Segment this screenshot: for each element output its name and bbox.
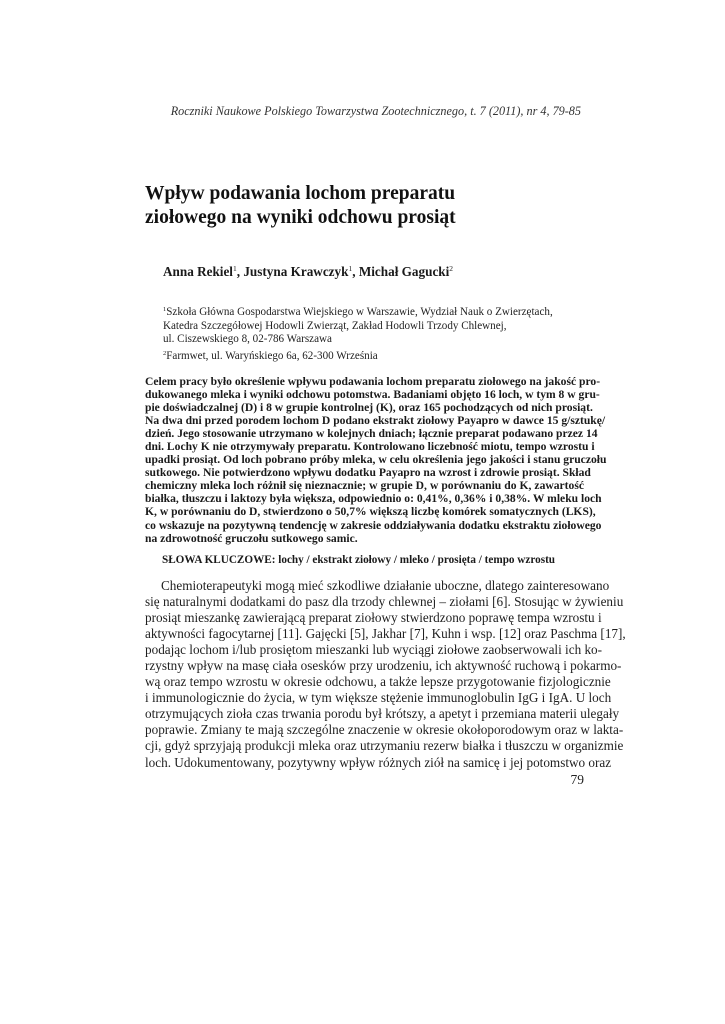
title-line: Wpływ podawania lochom preparatu [145, 183, 456, 204]
body-line: aktywności fagocytarnej [11]. Gajęcki [5], Jakhar [7], Kuhn i wsp. [12] oraz Paschma [17], [145, 626, 626, 642]
abstract-line: co wskazuje na pozytywną tendencję w zakresie oddziaływania dodatku ekstraktu ziołowego [145, 518, 602, 532]
author-name: Justyna Krawczyk [243, 264, 349, 279]
body-text [145, 578, 626, 771]
journal-header: Roczniki Naukowe Polskiego Towarzystwa Zootechnicznego, t. 7 (2011), nr 4, 79-85 [170, 104, 581, 118]
body-line: Chemioterapeutyki mogą mieć szkodliwe działanie uboczne, dlatego zainteresowano [161, 578, 610, 593]
affiliation-text: Farmwet, ul. Waryńskiego 6a, 62-300 Września [166, 349, 378, 362]
abstract-line: dukowanego mleka i wyniki odchowu potomstwa. Badaniami objęto 16 loch, w tym 8 w gru- [145, 388, 600, 402]
body-line: i immunologicznie do życia, w tym większe stężenie immunoglobulin IgG i IgA. U loch [145, 690, 612, 706]
affiliation-line [163, 320, 583, 334]
body-line: otrzymujących zioła czas trwania porodu był krótszy, a apetyt i przemiana materii ulegały [145, 706, 620, 722]
affiliation-text: ul. Ciszewskiego 8, 02-786 Warszawa [163, 333, 332, 345]
keywords: SŁOWA KLUCZOWE: lochy / ekstrakt ziołowy / mleko / prosięta / tempo wzrostu [162, 554, 556, 566]
abstract-line: sutkowego. Nie potwierdzono wpływu dodatku Payapro na wzrost i zdrowie prosiąt. Skład [145, 466, 591, 480]
body-line: podając lochom i/lub prosiętom mieszanki lub wyciągi ziołowe zaobserwowali ich ko- [145, 642, 603, 658]
author-list [163, 264, 583, 280]
abstract [145, 375, 607, 545]
body-line: rzystny wpływ na masę ciała osesków przy urodzeniu, ich aktywność ruchową i pokarmo- [145, 658, 622, 674]
abstract-line: upadki prosiąt. Od loch pobrano próby mleka, w celu określenia jego jakości i stanu gruczołu [145, 453, 607, 467]
affiliation-text: Szkoła Główna Gospodarstwa Wiejskiego w Warszawie, Wydział Nauk o Zwierzętach, [166, 306, 553, 318]
abstract-line: pie doświadczalnej (D) i 8 w grupie kontrolnej (K), oraz 165 pochodzących od nich prosiąt. [145, 401, 593, 415]
abstract-line: K, w porównaniu do D, stwierdzono o 50,7% większą liczbę komórek somatycznych (LKS), [145, 505, 596, 519]
affiliation-text: Katedra Szczegółowej Hodowli Zwierząt, Zakład Hodowli Trzody Chlewnej, [163, 319, 507, 332]
body-line: się naturalnymi dodatkami do pasz dla trzody chlewnej – ziołami [6]. Stosując w żywieniu [145, 594, 624, 610]
affiliations [163, 303, 583, 363]
author-name: Anna Rekiel [163, 264, 233, 279]
body-line: cji, gdyż sprzyjają produkcji mleka oraz utrzymaniu rezerw białka i tłuszczu w organizmie [145, 738, 624, 754]
author-separator: , [352, 264, 359, 279]
abstract-line: dni. Lochy K nie otrzymywały preparatu. Kontrolowano liczebność miotu, tempo wzrostu i [145, 440, 595, 454]
body-line: poprawie. Zmiany te mają szczególne znaczenie w okresie okołoporodowym oraz w lakta- [145, 722, 624, 738]
page-number: 79 [570, 772, 584, 787]
author-affiliation-mark: 1 [348, 264, 353, 273]
body-line: prosiąt mieszankę zawierającą preparat ziołowy stwierdzono poprawę tempa wzrostu i [145, 610, 602, 626]
body-line: wą oraz tempo wzrostu w okresie odchowu, a także lepsze przygotowanie fizjologicznie [145, 674, 611, 690]
abstract-line: Celem pracy było określenie wpływu podawania lochom preparatu ziołowego na jakość pro- [145, 375, 601, 388]
affiliation-line [163, 347, 583, 364]
author-affiliation-mark: 1 [232, 264, 237, 273]
affiliation-mark: 1 [163, 306, 167, 313]
abstract-line: dzień. Jego stosowanie utrzymano w kolejnych dniach; łącznie preparat podawano przez 14 [145, 427, 598, 441]
title-line: ziołowego na wyniki odchowu prosiąt [145, 207, 456, 228]
affiliation-line [163, 333, 583, 347]
abstract-line: białka, tłuszczu i laktozy była większa, odpowiednio o: 0,41%, 0,36% i 0,38%. W mleku loch [145, 492, 602, 506]
abstract-line: Na dwa dni przed porodem lochom D podano ekstrakt ziołowy Payapro w dawce 15 g/sztukę/ [145, 414, 606, 428]
author-affiliation-mark: 2 [449, 264, 454, 273]
author-name: Michał Gagucki [358, 264, 450, 279]
body-line: loch. Udokumentowany, pozytywny wpływ różnych ziół na samicę i jej potomstwo oraz [145, 754, 612, 770]
abstract-line: na zdrowotność gruczołu sutkowego samic. [145, 531, 358, 545]
article-title [145, 182, 585, 230]
author-separator: , [236, 264, 244, 279]
affiliation-line [163, 303, 583, 320]
affiliation-mark: 2 [163, 349, 167, 357]
abstract-line: chemiczny mleka loch różnił się nieznacznie; w grupie D, w porównaniu do K, zawartość [145, 479, 584, 493]
